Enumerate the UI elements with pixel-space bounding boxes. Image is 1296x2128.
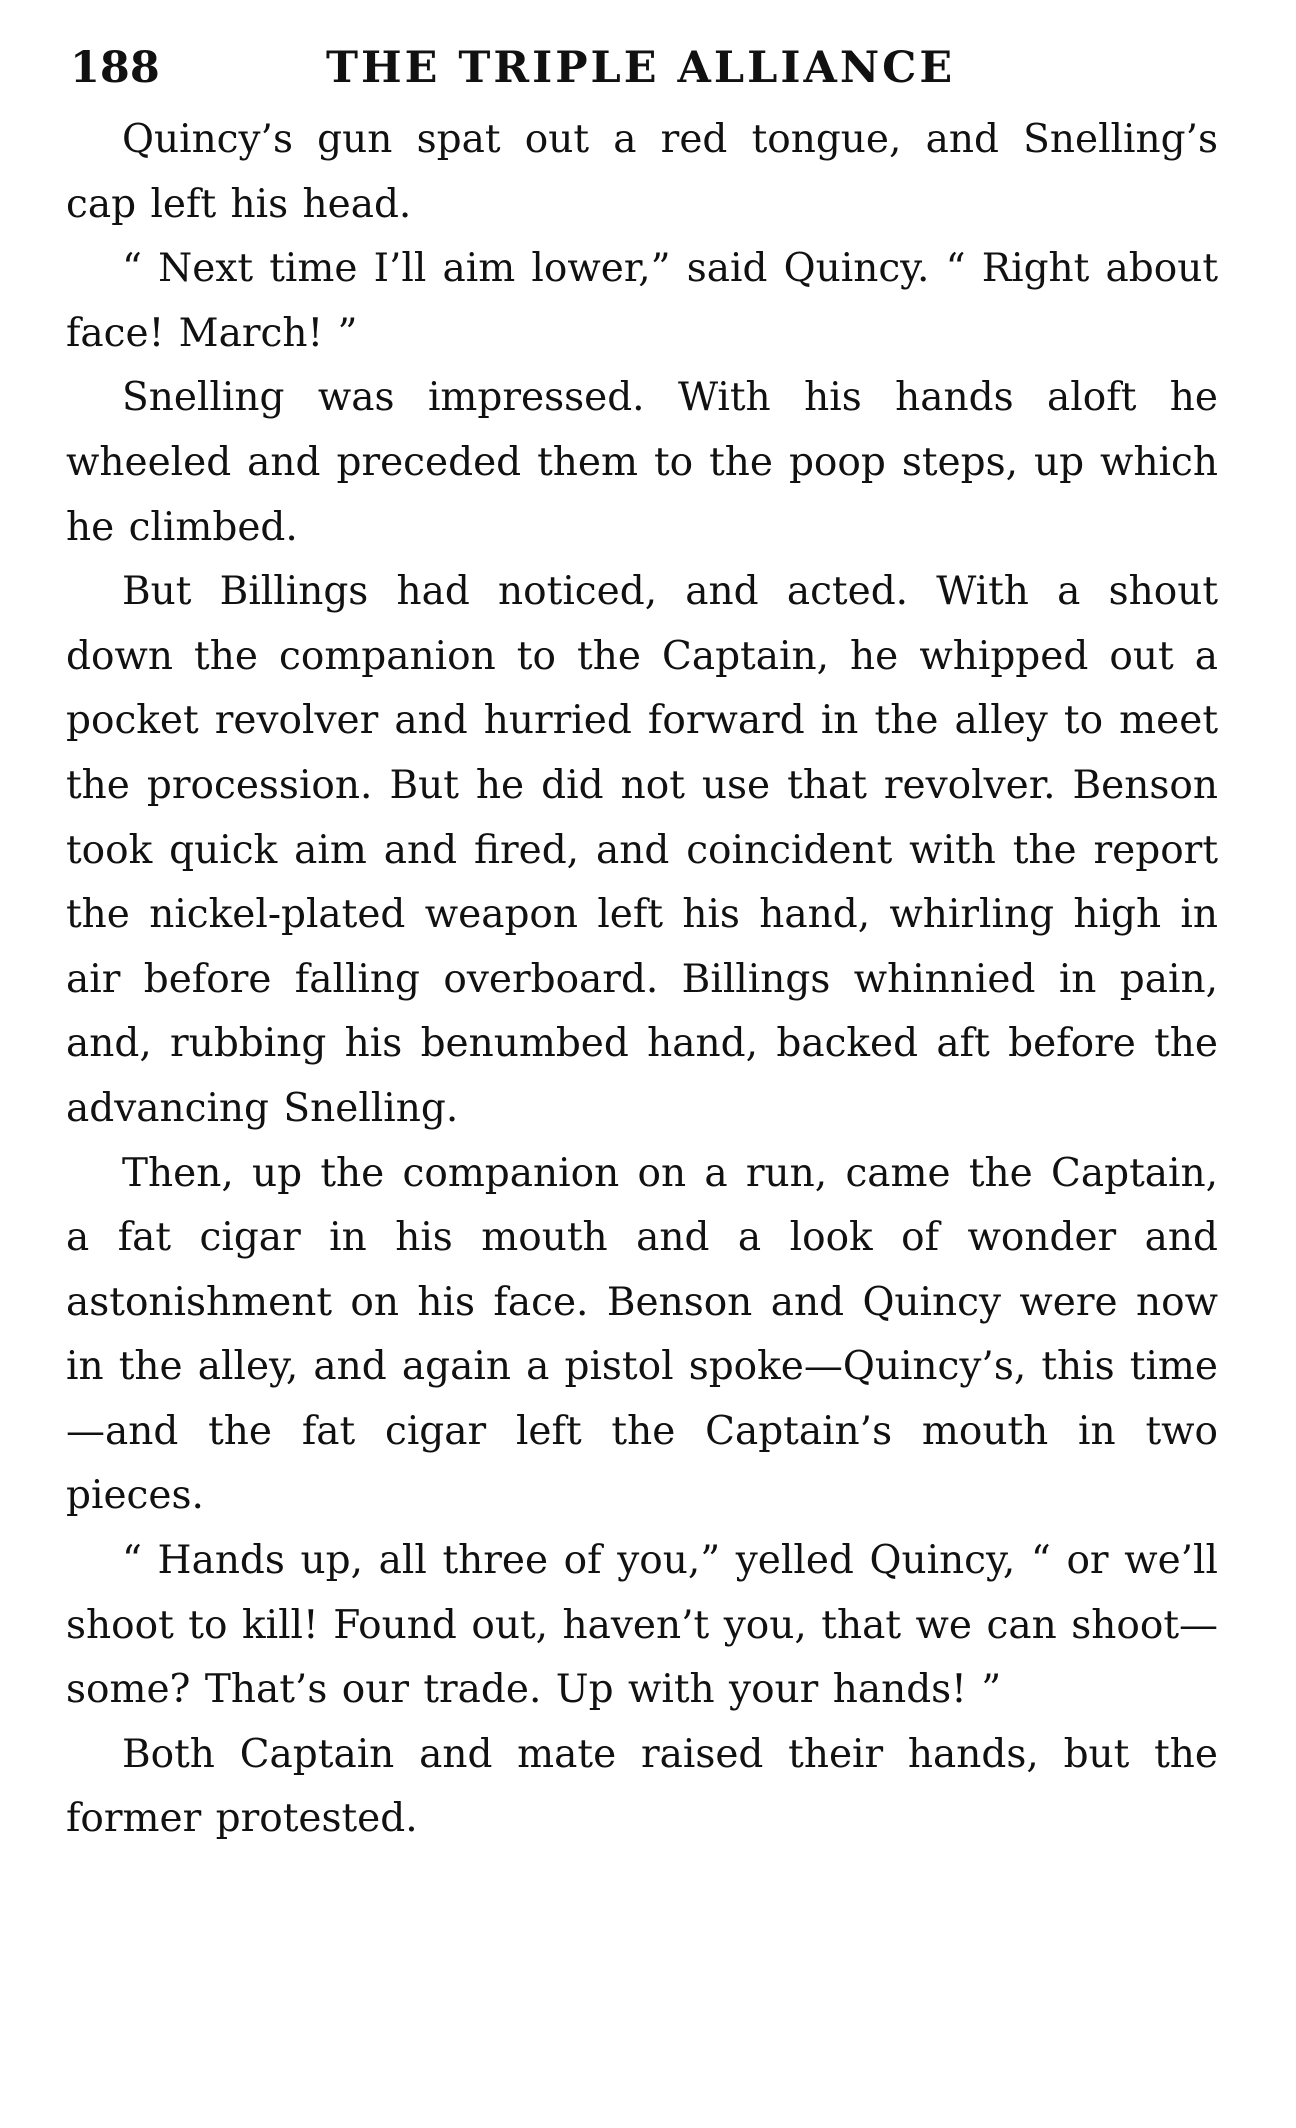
paragraph: “ Next time I’ll aim lower,” said Quincy. “ Right about face! March! ”: [66, 246, 1218, 356]
paragraph: Snelling was impressed. With his hands aloft he wheeled and preceded them to the poop steps, up which he climbed.: [66, 375, 1218, 550]
paragraph: Quincy’s gun spat out a red tongue, and Snelling’s cap left his head.: [66, 117, 1218, 227]
paragraph: Both Captain and mate raised their hands, but the former protested.: [66, 1731, 1218, 1842]
page-header: [66, 36, 1218, 100]
paragraph: Then, up the companion on a run, came the Captain, a fat cigar in his mouth and a look of wonder and astonishment on his face. Benson and Quincy were now in the alley, and again a pistol spoke—Quincy’s, this time—and the fat cigar left the Captain’s mouth in two pieces.: [66, 1150, 1218, 1519]
paragraph: But Billings had noticed, and acted. With a shout down the companion to the Captain, he whipped out a pocket revolver and hurried forward in the alley to meet the procession. But he did not use that revolver. Benson took quick aim and fired, and coincident with the report the nickel-plated weapon left his hand, whirling high in air before falling overboard. Billings whinnied in pain, and, rubbing his benumbed hand, backed aft before the advancing Snelling.: [66, 569, 1218, 1131]
running-title: THE TRIPLE ALLIANCE: [326, 43, 956, 93]
paragraph: “ Hands up, all three of you,” yelled Quincy, “ or we’ll shoot to kill! Found out, haven’t you, that we can shoot—some? That’s our trade. Up with your hands! ”: [66, 1538, 1218, 1713]
body-text: [66, 108, 1218, 1852]
page-number: 188: [70, 43, 160, 93]
book-page: [66, 36, 1218, 1852]
